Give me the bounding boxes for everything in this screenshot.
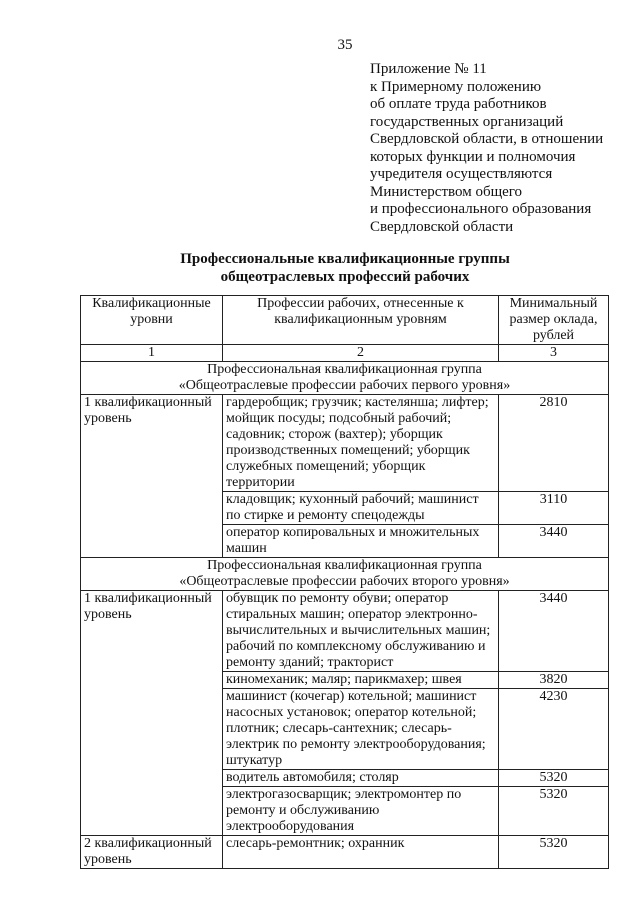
professions-cell: слесарь-ремонтник; охранник: [223, 836, 499, 869]
appendix-line: Свердловской области: [370, 218, 514, 235]
header-salary: Минимальный размер оклада, рублей: [499, 296, 609, 345]
appendix-line: об оплате труда работников: [370, 96, 547, 112]
appendix-line: Свердловской области, в отношении: [370, 131, 604, 147]
appendix-line: государственных организаций: [370, 113, 564, 130]
column-number: 3: [499, 345, 609, 362]
header-row: [81, 296, 609, 345]
appendix-line: учредителя осуществляются: [370, 166, 553, 182]
qualification-table: [80, 295, 609, 869]
appendix-line: которых функции и полномочия: [370, 148, 576, 165]
title-line: общеотраслевых профессий рабочих: [220, 269, 470, 285]
column-number: 1: [81, 345, 223, 362]
group-title-row: [81, 558, 609, 591]
header-professions: Профессии рабочих, отнесенные к квалификационным уровням: [223, 296, 499, 345]
group-title: [81, 558, 609, 591]
appendix-line: Приложение № 11: [370, 61, 487, 77]
level-cell: 1 квалификационный уровень: [81, 395, 223, 558]
professions-cell: водитель автомобиля; столяр: [223, 770, 499, 787]
page-number: 35: [337, 37, 353, 53]
professions-cell: киномеханик; маляр; парикмахер; швея: [223, 672, 499, 689]
salary-cell: 3440: [499, 525, 609, 558]
column-number: 2: [223, 345, 499, 362]
professions-cell: машинист (кочегар) котельной; машинист насосных установок; оператор котельной; плотник; слесарь-сантехник; слесарь-электрик по ремонту электрооборудования; штукатур: [223, 689, 499, 770]
salary-cell: 5320: [499, 836, 609, 869]
group-title-line: Профессиональная квалификационная группа: [207, 362, 482, 377]
appendix-line: Министерством общего: [370, 183, 523, 200]
level-cell: 2 квалификационный уровень: [81, 836, 223, 869]
document-title: [0, 250, 640, 286]
salary-cell: 3110: [499, 492, 609, 525]
group-title: [81, 362, 609, 395]
group-title-row: [81, 362, 609, 395]
salary-cell: 3440: [499, 591, 609, 672]
table-row: [81, 591, 609, 672]
professions-cell: оператор копировальных и множительных машин: [223, 525, 499, 558]
group-title-line: Профессиональная квалификационная группа: [207, 558, 482, 573]
salary-cell: 5320: [499, 787, 609, 836]
table-row: [81, 836, 609, 869]
header-levels: Квалификационные уровни: [81, 296, 223, 345]
professions-cell: гардеробщик; грузчик; кастелянша; лифтер; мойщик посуды; подсобный рабочий; садовник; сторож (вахтер); уборщик производственных помещений; уборщик служебных помещений; уборщик территории: [223, 395, 499, 492]
salary-cell: 3820: [499, 672, 609, 689]
salary-cell: 5320: [499, 770, 609, 787]
professions-cell: обувщик по ремонту обуви; оператор стиральных машин; оператор электронно-вычислительных и вычислительных машин; рабочий по комплексному обслуживанию и ремонту зданий; тракторист: [223, 591, 499, 672]
appendix-header: [370, 61, 630, 236]
table-row: [81, 395, 609, 492]
title-line: Профессиональные квалификационные группы: [180, 251, 510, 267]
appendix-line: и профессионального образования: [370, 201, 592, 217]
appendix-line: к Примерному положению: [370, 78, 542, 95]
professions-cell: электрогазосварщик; электромонтер по ремонту и обслуживанию электрооборудования: [223, 787, 499, 836]
salary-cell: 4230: [499, 689, 609, 770]
group-title-line: «Общеотраслевые профессии рабочих второго уровня»: [179, 574, 510, 589]
level-cell: 1 квалификационный уровень: [81, 591, 223, 836]
professions-cell: кладовщик; кухонный рабочий; машинист по стирке и ремонту спецодежды: [223, 492, 499, 525]
salary-cell: 2810: [499, 395, 609, 492]
group-title-line: «Общеотраслевые профессии рабочих первого уровня»: [178, 378, 511, 393]
column-number-row: [81, 345, 609, 362]
